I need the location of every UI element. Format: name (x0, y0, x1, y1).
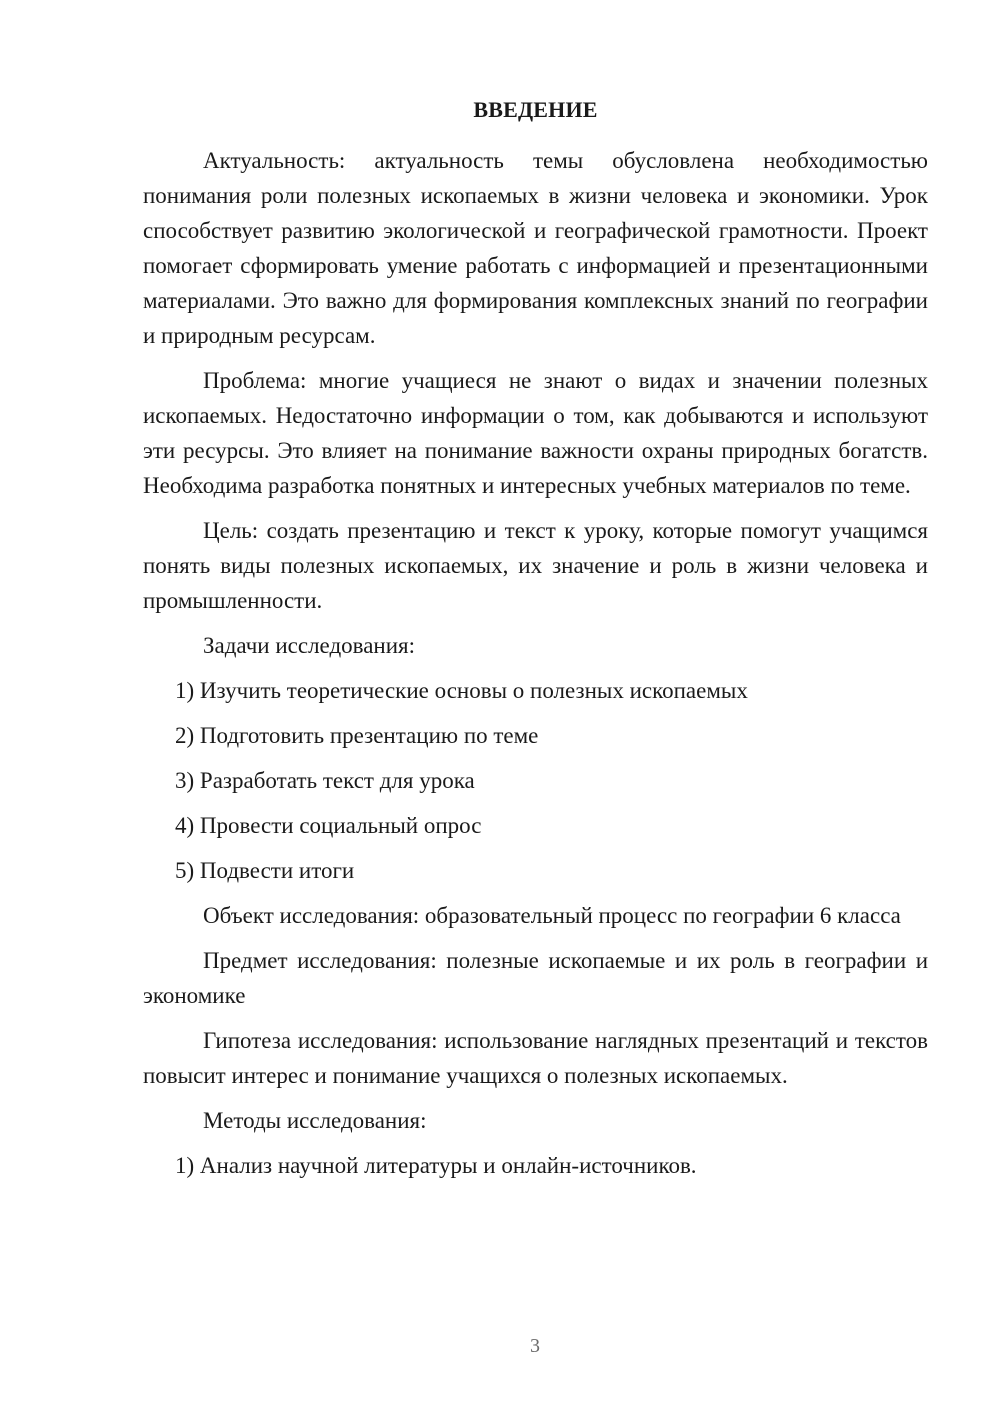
problem-paragraph: Проблема: многие учащиеся не знают о видах и значении полезных ископаемых. Недостаточно информации о том, как добываются и используют эти ресурсы. Это влияет на понимание важности охраны природных богатств. Необходима разработка понятных и интересных учебных материалов по теме. (143, 368, 928, 498)
section-title: ВВЕДЕНИЕ (473, 97, 598, 122)
object-paragraph: Объект исследования: образовательный процесс по географии 6 класса (203, 903, 901, 928)
task-item: 1) Изучить теоретические основы о полезных ископаемых (175, 678, 748, 703)
actuality-paragraph: Актуальность: актуальность темы обусловлена необходимостью понимания роли полезных ископаемых в жизни человека и экономики. Урок способствует развитию экологической и географической грамотности. Проект помогает сформировать умение работать с информацией и презентационными материалами. Это важно для формирования комплексных знаний по географии и природным ресурсам. (143, 148, 928, 348)
task-item: 2) Подготовить презентацию по теме (175, 723, 539, 748)
task-item: 5) Подвести итоги (175, 858, 355, 883)
task-item: 3) Разработать текст для урока (175, 768, 475, 793)
method-item: 1) Анализ научной литературы и онлайн-источников. (175, 1153, 697, 1178)
subject-paragraph: Предмет исследования: полезные ископаемые и их роль в географии и экономике (143, 948, 928, 1008)
methods-heading: Методы исследования: (203, 1108, 427, 1133)
goal-paragraph: Цель: создать презентацию и текст к уроку, которые помогут учащимся понять виды полезных ископаемых, их значение и роль в жизни человека и промышленности. (143, 518, 928, 613)
hypothesis-paragraph: Гипотеза исследования: использование наглядных презентаций и текстов повысит интерес и понимание учащихся о полезных ископаемых. (143, 1028, 928, 1088)
task-item: 4) Провести социальный опрос (175, 813, 482, 838)
document-page (143, 95, 928, 1193)
page-number: 3 (530, 1335, 540, 1357)
tasks-heading: Задачи исследования: (203, 633, 416, 658)
